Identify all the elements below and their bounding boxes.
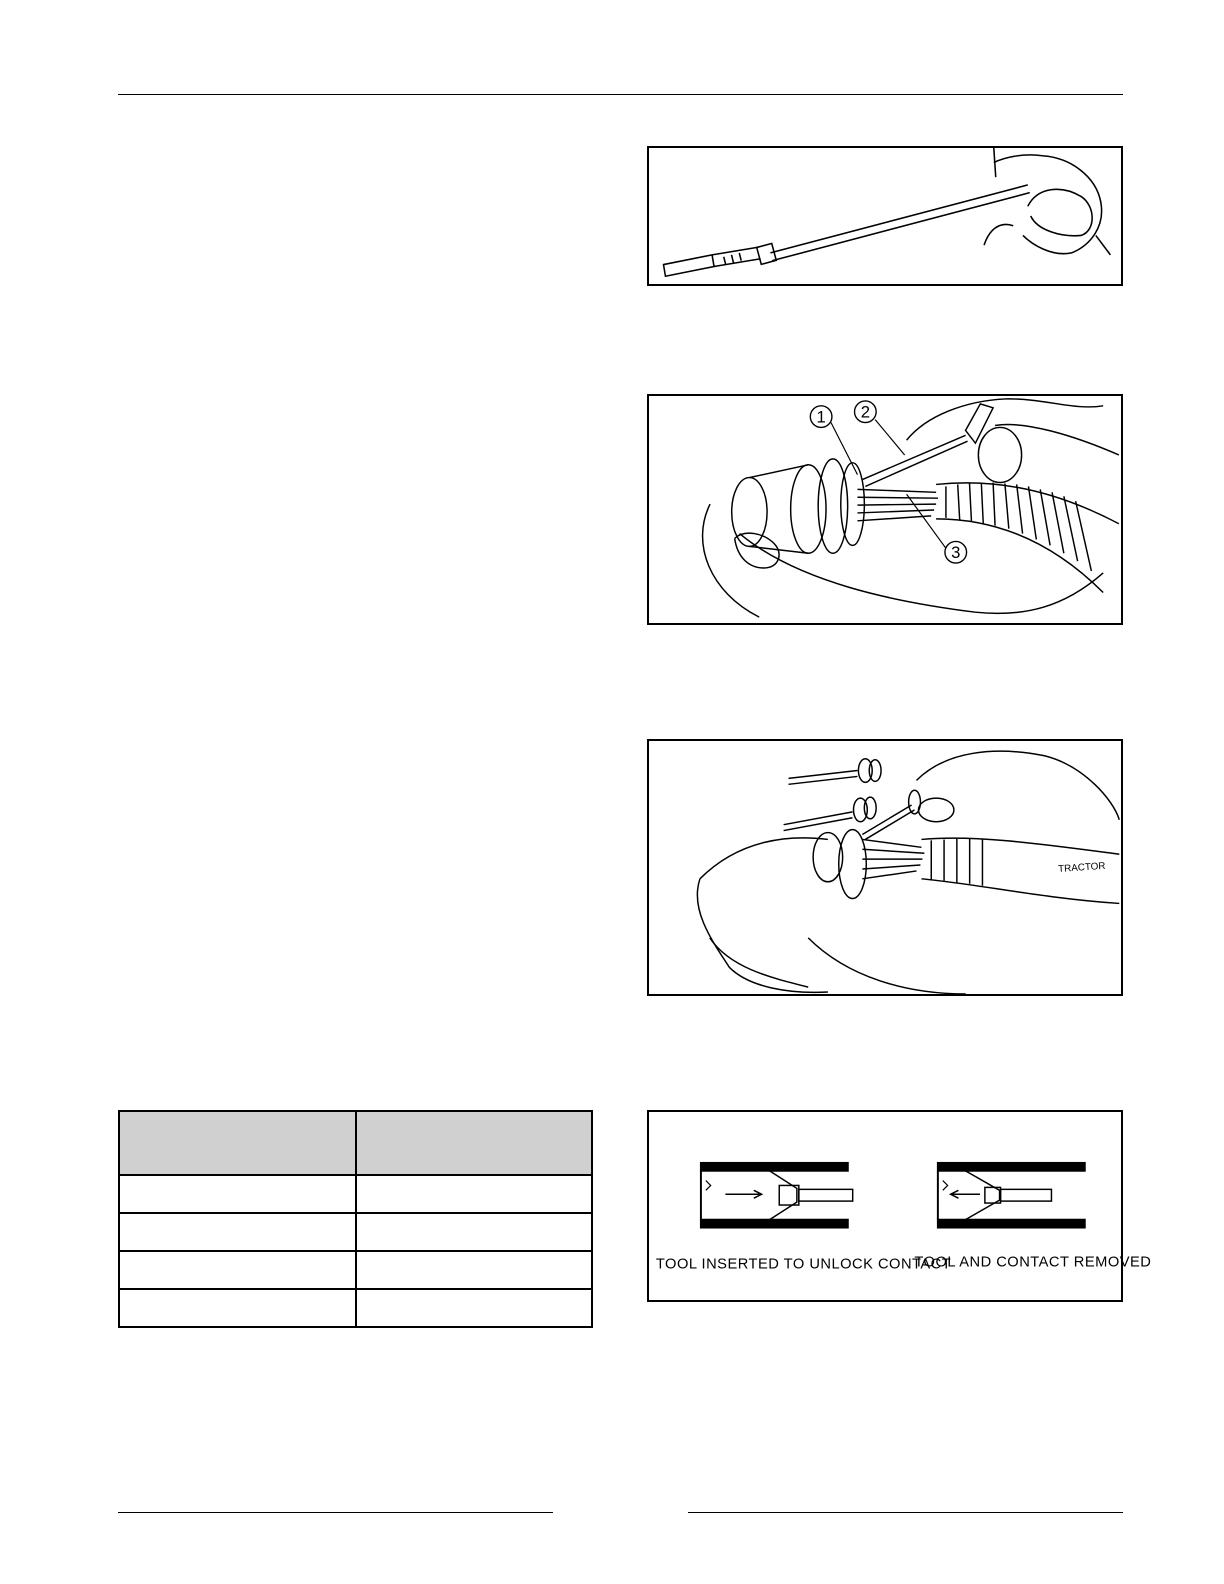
table-header-cell <box>119 1111 356 1175</box>
table-cell <box>119 1213 356 1251</box>
tractor-label: TRACTOR <box>1057 860 1106 876</box>
connector-tool-illustration <box>649 396 1121 623</box>
table-cell <box>356 1251 592 1289</box>
figure-connector-tool <box>647 394 1123 625</box>
table-cell <box>356 1289 592 1327</box>
table-cell <box>356 1175 592 1213</box>
caption-tool-inserted: TOOL INSERTED TO UNLOCK CONTACT <box>655 1256 952 1273</box>
caption-tool-removed: TOOL AND CONTACT REMOVED <box>914 1254 1152 1271</box>
table-cell <box>356 1213 592 1251</box>
unlock-diagram-left <box>701 1163 853 1228</box>
figure-wire-extraction <box>647 739 1123 996</box>
figure-removal-tool <box>647 146 1123 286</box>
figure-contact-unlock <box>647 1110 1152 1302</box>
table-cell <box>119 1289 356 1327</box>
wire-extraction-illustration <box>649 741 1121 994</box>
unlock-diagram-right <box>938 1163 1085 1228</box>
table-row <box>119 1213 592 1251</box>
table-header-row <box>119 1111 592 1175</box>
spec-table <box>118 1110 593 1328</box>
removal-tool-illustration <box>649 148 1121 284</box>
footer-rule-right <box>688 1512 1123 1513</box>
footer-rule-left <box>118 1512 553 1513</box>
contact-unlock-illustration <box>649 1112 1152 1300</box>
table-row <box>119 1175 592 1213</box>
callout-2: 2 <box>860 402 870 422</box>
table-row <box>119 1251 592 1289</box>
table-cell <box>119 1251 356 1289</box>
callout-1: 1 <box>816 407 826 427</box>
table-row <box>119 1289 592 1327</box>
table-header-cell <box>356 1111 592 1175</box>
callout-3: 3 <box>951 543 961 563</box>
header-rule <box>118 94 1123 95</box>
table-cell <box>119 1175 356 1213</box>
